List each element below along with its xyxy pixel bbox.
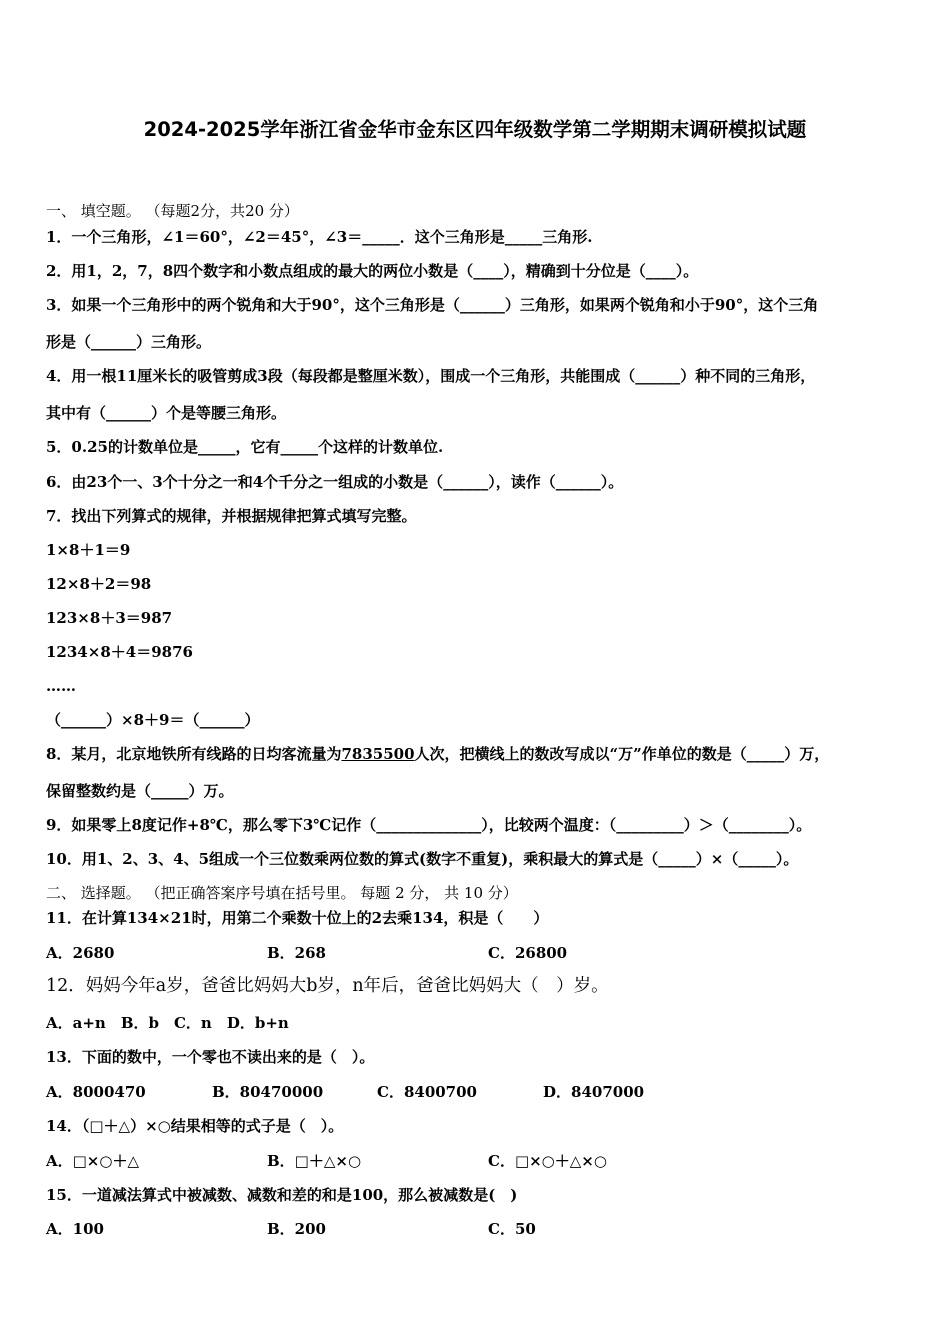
section-heading-fill-in: 一、 填空题。 （每题2分，共20 分） bbox=[46, 202, 299, 220]
option-a: A．2680 bbox=[46, 944, 115, 962]
question-8-line-1 bbox=[46, 744, 829, 764]
option-a: A．8000470 bbox=[46, 1083, 146, 1101]
question-12: 12．妈妈今年a岁，爸爸比妈妈大b岁，n年后，爸爸比妈妈大（ ）岁。 bbox=[46, 976, 609, 996]
question-9: 9．如果零上8度记作+8℃，那么零下3℃记作（______________），比较两个温度：（_________）＞（________）。 bbox=[46, 816, 812, 834]
option-a: A．100 bbox=[46, 1220, 104, 1238]
question-2: 2．用1，2，7，8四个数字和小数点组成的最大的两位小数是（____），精确到十分位是（____）。 bbox=[46, 262, 699, 280]
question-8-text-end: 人次，把横线上的数改写成以“万”作单位的数是（_____）万， bbox=[414, 745, 830, 763]
option-d: D．8407000 bbox=[543, 1083, 645, 1101]
page-title: 2024-2025学年浙江省金华市金东区四年级数学第二学期期末调研模拟试题 bbox=[143, 118, 807, 141]
option-b: B．□＋△×○ bbox=[267, 1152, 362, 1170]
question-11: 11．在计算134×21时，用第二个乘数十位上的2去乘134，积是（ ） bbox=[46, 909, 549, 927]
question-6: 6．由23个一、3个十分之一和4个千分之一组成的小数是（______），读作（______）。 bbox=[46, 473, 624, 491]
question-8-line-2: 保留整数约是（_____）万。 bbox=[46, 782, 234, 800]
equation-line: 1234×8＋4＝9876 bbox=[46, 643, 193, 661]
section-heading-choice: 二、 选择题。 （把正确答案序号填在括号里。 每题 2 分， 共 10 分） bbox=[46, 884, 518, 902]
option-c: C．26800 bbox=[488, 944, 568, 962]
question-4-line-2: 其中有（______）个是等腰三角形。 bbox=[46, 404, 287, 422]
question-3-line-2: 形是（______）三角形。 bbox=[46, 333, 212, 351]
option-c: C．50 bbox=[488, 1220, 536, 1238]
question-5: 5．0.25的计数单位是_____，它有_____个这样的计数单位. bbox=[46, 438, 444, 456]
option-c: C．□×○＋△×○ bbox=[488, 1152, 607, 1170]
ellipsis-line: …… bbox=[46, 677, 76, 695]
question-3-line-1: 3．如果一个三角形中的两个锐角和大于90°，这个三角形是（______）三角形，如果两个锐角和小于90°，这个三角 bbox=[46, 296, 819, 314]
question-8-text: 8．某月，北京地铁所有线路的日均客流量为 bbox=[46, 745, 342, 763]
question-7: 7．找出下列算式的规律，并根据规律把算式填写完整。 bbox=[46, 507, 417, 525]
equation-line: 123×8＋3＝987 bbox=[46, 609, 173, 627]
equation-line: 12×8＋2＝98 bbox=[46, 575, 152, 593]
option-b: B．268 bbox=[267, 944, 326, 962]
question-12-options: A．a+n B．b C．n D．b+n bbox=[46, 1014, 289, 1032]
option-b: B．80470000 bbox=[212, 1083, 324, 1101]
option-c: C．8400700 bbox=[377, 1083, 477, 1101]
question-15: 15．一道减法算式中被减数、减数和差的和是100，那么被减数是( ) bbox=[46, 1186, 518, 1204]
option-a: A．□×○＋△ bbox=[46, 1152, 140, 1170]
question-1: 1．一个三角形，∠1＝60°，∠2＝45°，∠3＝_____．这个三角形是_____三角形. bbox=[46, 228, 593, 246]
question-4-line-1: 4．用一根11厘米长的吸管剪成3段（每段都是整厘米数），围成一个三角形，共能围成（______）种不同的三角形， bbox=[46, 367, 816, 385]
equation-blank-line: （______）×8＋9＝（______） bbox=[46, 711, 260, 729]
option-b: B．200 bbox=[267, 1220, 326, 1238]
equation-line: 1×8＋1＝9 bbox=[46, 541, 131, 559]
question-14: 14．（□＋△）×○结果相等的式子是（ ）。 bbox=[46, 1117, 344, 1135]
question-8-underlined-number: 7835500 bbox=[341, 745, 415, 763]
question-13: 13．下面的数中，一个零也不读出来的是（ ）。 bbox=[46, 1048, 375, 1066]
question-10: 10．用1、2、3、4、5组成一个三位数乘两位数的算式(数字不重复)，乘积最大的算式是（_____）×（_____）。 bbox=[46, 850, 799, 868]
